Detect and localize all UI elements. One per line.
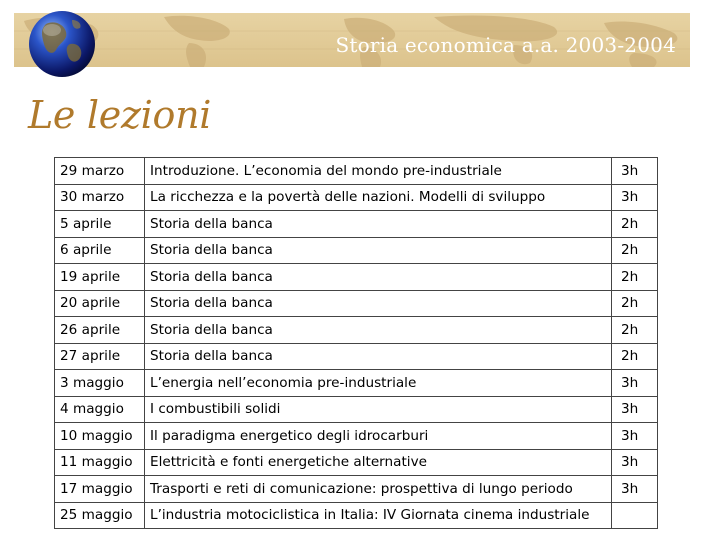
table-row [55, 449, 658, 476]
lesson-date: 3 maggio [55, 370, 145, 397]
lesson-topic: Il paradigma energetico degli idrocarburi [145, 423, 612, 450]
lesson-date: 25 maggio [55, 502, 145, 529]
lesson-topic: Elettricità e fonti energetiche alternative [145, 449, 612, 476]
lesson-date: 20 aprile [55, 290, 145, 317]
lesson-date: 6 aprile [55, 237, 145, 264]
table-row [55, 370, 658, 397]
table-row [55, 290, 658, 317]
table-row [55, 237, 658, 264]
lesson-topic: Storia della banca [145, 290, 612, 317]
lesson-hours: 2h [612, 264, 658, 291]
lesson-date: 5 aprile [55, 211, 145, 238]
header-banner [14, 13, 690, 67]
lesson-hours: 3h [612, 370, 658, 397]
lesson-topic: Storia della banca [145, 264, 612, 291]
course-title: Storia economica a.a. 2003-2004 [335, 33, 676, 57]
lesson-hours: 2h [612, 290, 658, 317]
table-row [55, 502, 658, 529]
lesson-date: 11 maggio [55, 449, 145, 476]
lesson-date: 27 aprile [55, 343, 145, 370]
lesson-topic: I combustibili solidi [145, 396, 612, 423]
table-row [55, 343, 658, 370]
lesson-date: 29 marzo [55, 158, 145, 185]
lesson-hours [612, 502, 658, 529]
lesson-topic: La ricchezza e la povertà delle nazioni. Modelli di sviluppo [145, 184, 612, 211]
table-row [55, 476, 658, 503]
lesson-topic: Storia della banca [145, 317, 612, 344]
lesson-topic: Storia della banca [145, 237, 612, 264]
lesson-topic: Introduzione. L’economia del mondo pre-industriale [145, 158, 612, 185]
lesson-date: 10 maggio [55, 423, 145, 450]
lesson-topic: L’energia nell’economia pre-industriale [145, 370, 612, 397]
table-row [55, 423, 658, 450]
lesson-date: 19 aprile [55, 264, 145, 291]
globe-icon [24, 6, 100, 82]
table-row [55, 158, 658, 185]
lesson-hours: 3h [612, 449, 658, 476]
lesson-date: 4 maggio [55, 396, 145, 423]
lesson-hours: 3h [612, 476, 658, 503]
lesson-topic: Trasporti e reti di comunicazione: prospettiva di lungo periodo [145, 476, 612, 503]
lesson-hours: 2h [612, 317, 658, 344]
lesson-hours: 3h [612, 184, 658, 211]
lesson-hours: 3h [612, 423, 658, 450]
table-row [55, 184, 658, 211]
page-title: Le lezioni [28, 93, 212, 137]
lesson-topic: L’industria motociclistica in Italia: IV Giornata cinema industriale [145, 502, 612, 529]
table-row [55, 211, 658, 238]
lesson-hours: 3h [612, 396, 658, 423]
lessons-table [54, 157, 658, 529]
lesson-hours: 2h [612, 211, 658, 238]
lesson-topic: Storia della banca [145, 343, 612, 370]
table-row [55, 264, 658, 291]
table-row [55, 317, 658, 344]
lesson-date: 30 marzo [55, 184, 145, 211]
lesson-hours: 3h [612, 158, 658, 185]
lesson-hours: 2h [612, 343, 658, 370]
lesson-topic: Storia della banca [145, 211, 612, 238]
lesson-date: 17 maggio [55, 476, 145, 503]
table-row [55, 396, 658, 423]
lesson-hours: 2h [612, 237, 658, 264]
lesson-date: 26 aprile [55, 317, 145, 344]
